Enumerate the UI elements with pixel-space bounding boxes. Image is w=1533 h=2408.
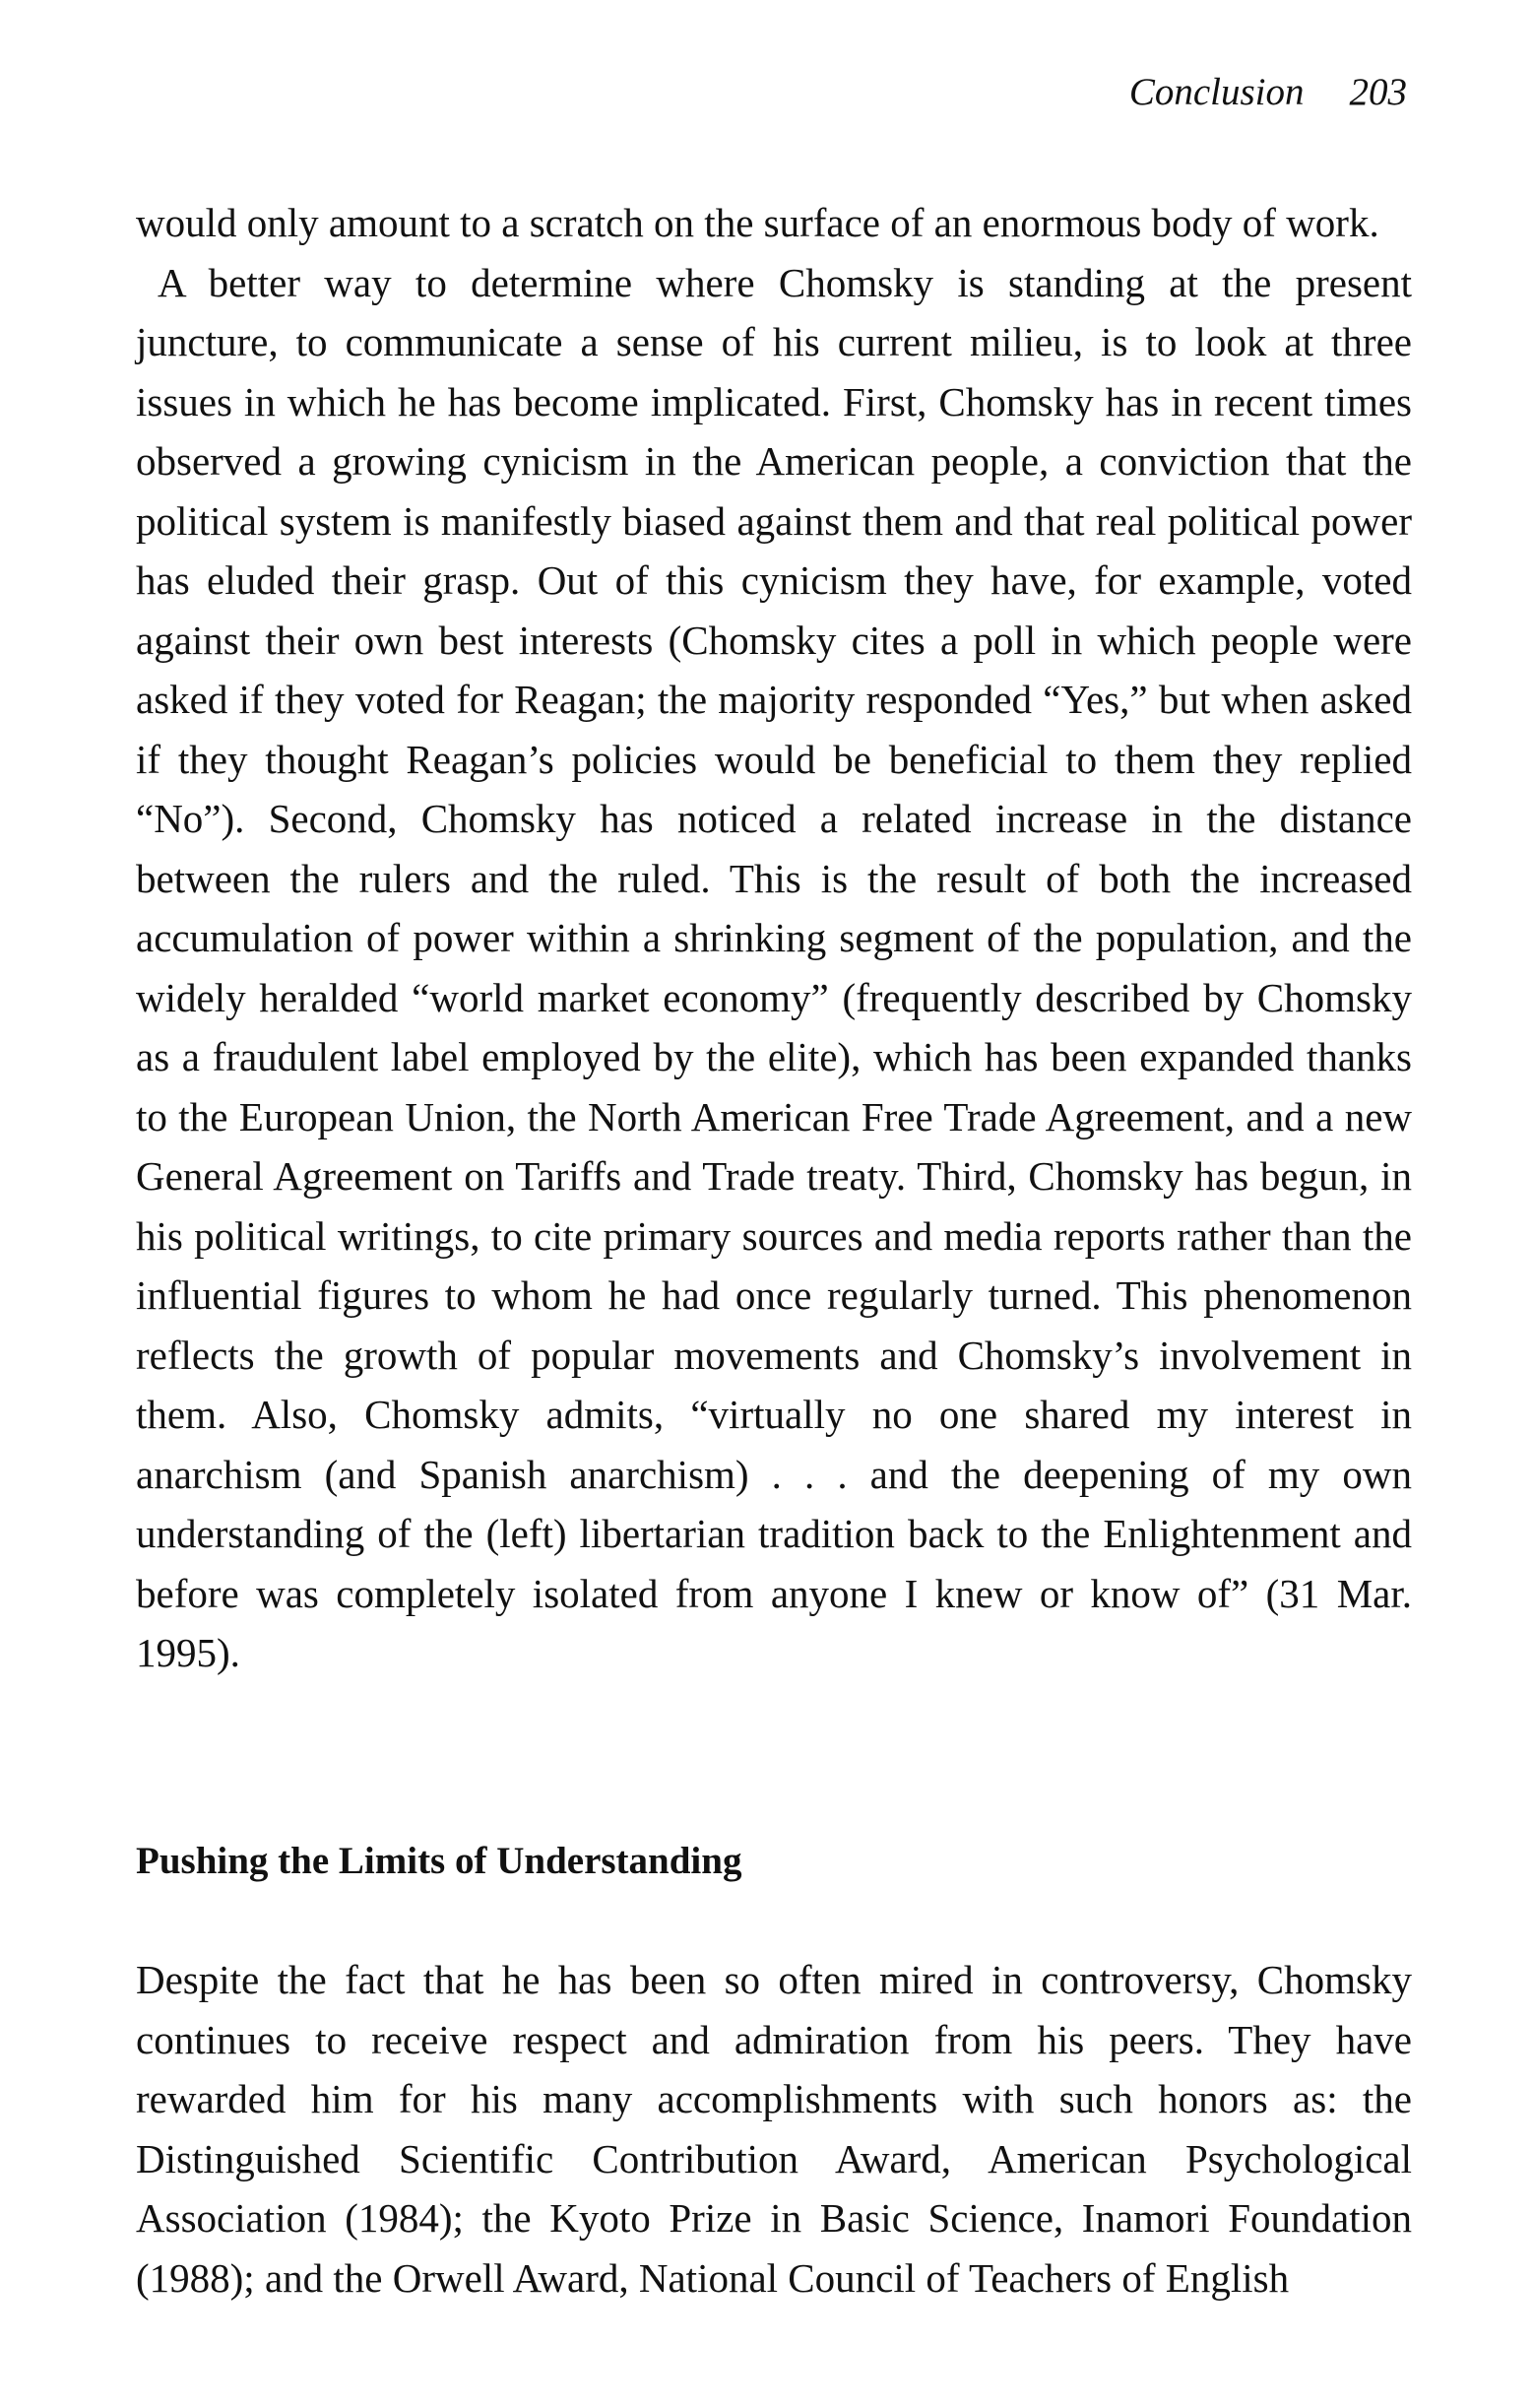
page-number: 203 — [1349, 71, 1407, 113]
running-head-title: Conclusion — [1128, 71, 1305, 113]
paragraph-continuation: would only amount to a scratch on the surface of an enormous body of work. — [136, 200, 1379, 245]
body-text-block — [136, 193, 1412, 1683]
section-body-text — [136, 1950, 1412, 2308]
running-head — [1129, 69, 1407, 116]
section-heading: Pushing the Limits of Understanding — [136, 1840, 742, 1882]
paragraph-honors: Despite the fact that he has been so often mired in controversy, Chomsky continues to receive respect and admiration from his peers. They have rewarded him for his many accomplishments with such honors as: the Distinguished Scientific Contribution Award, American Psychological Association (1984); the Kyoto Prize in Basic Science, Inamori Foundation (1988); and the Orwell Award, National Council of Teachers of English — [136, 1957, 1412, 2301]
paragraph-current-milieu: A better way to determine where Chomsky is standing at the present juncture, to communicate a sense of his current milieu, is to look at three issues in which he has become implicated. First, Chomsky has in recent times observed a growing cynicism in the American people, a conviction that the political system is manifestly biased against them and that real political power has eluded their grasp. Out of this cynicism they have, for example, voted against their own best interests (Chomsky cites a poll in which people were asked if they voted for Reagan; the majority responded “Yes,” but when asked if they thought Reagan’s policies would be beneficial to them they replied “No”). Second, Chomsky has noticed a related increase in the distance between the rulers and the ruled. This is the result of both the increased accumulation of power within a shrinking segment of the population, and the widely heralded “world market economy” (frequently described by Chomsky as a fraudulent label employed by the elite), which has been expanded thanks to the European Union, the North American Free Trade Agreement, and a new General Agreement on Tariffs and Trade treaty. Third, Chomsky has begun, in his political writings, to cite primary sources and media reports rather than the influential figures to whom he had once regularly turned. This phenomenon reflects the growth of popular movements and Chomsky’s involvement in them. Also, Chomsky admits, “virtually no one shared my interest in anarchism (and Spanish anarchism) . . . and the deepening of my own understanding of the (left) libertarian tradition back to the Enlightenment and before was completely isolated from anyone I knew or know of” (31 Mar. 1995). — [136, 259, 1412, 1675]
